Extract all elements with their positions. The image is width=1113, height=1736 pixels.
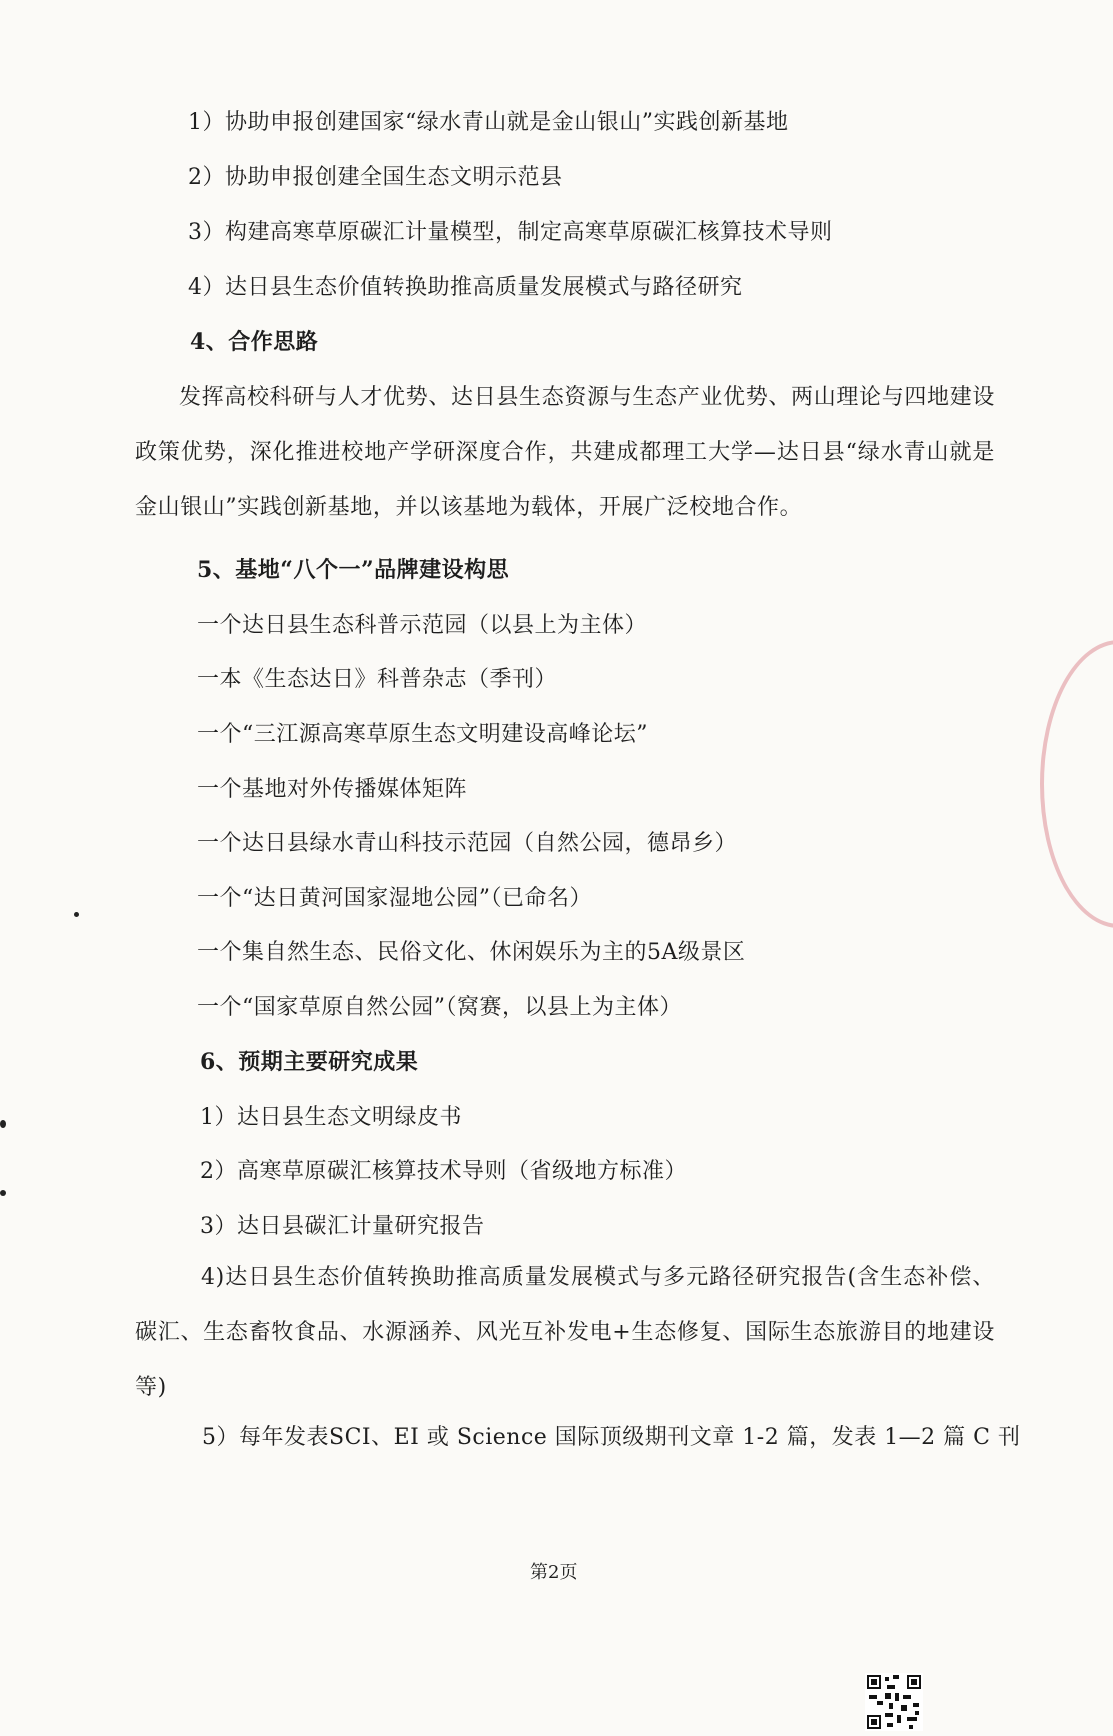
list-item: 2）高寒草原碳汇核算技术导则（省级地方标准） [200, 1159, 687, 1184]
list-item: 一个达日县绿水青山科技示范园（自然公园，德昂乡） [197, 831, 738, 856]
list-item: 一本《生态达日》科普杂志（季刊） [197, 667, 558, 692]
goal-item: 1）协助申报创建国家“绿水青山就是金山银山”实践创新基地 [188, 110, 789, 135]
scan-speck [0, 1190, 6, 1196]
section-heading: 5、基地“八个一”品牌建设构思 [197, 557, 510, 583]
list-item: 一个“达日黄河国家湿地公园”（已命名） [197, 886, 592, 911]
red-seal-stamp [1040, 640, 1113, 928]
list-item: 一个“三江源高寒草原生态文明建设高峰论坛” [197, 722, 648, 747]
section-heading: 6、预期主要研究成果 [200, 1049, 419, 1075]
list-item: 一个“国家草原自然公园”（窝赛，以县上为主体） [197, 995, 682, 1020]
list-item: 1）达日县生态文明绿皮书 [200, 1105, 462, 1130]
scan-speck [74, 912, 79, 917]
goal-item: 2）协助申报创建全国生态文明示范县 [188, 165, 563, 190]
list-item: 5）每年发表SCI、EI 或 Science 国际顶级期刊文章 1-2 篇，发表 1—2 篇 C 刊 [202, 1425, 1021, 1450]
scan-speck [0, 1120, 6, 1128]
qr-code [865, 1673, 923, 1731]
page-number: 第2页 [530, 1562, 578, 1583]
list-item: 4)达日县生态价值转换助推高质量发展模式与多元路径研究报告(含生态补偿、碳汇、生态畜牧食品、水源涵养、风光互补发电+生态修复、国际生态旅游目的地建设等) [135, 1265, 995, 1400]
list-item: 一个集自然生态、民俗文化、休闲娱乐为主的5A级景区 [197, 940, 746, 965]
section-heading: 4、合作思路 [190, 329, 319, 355]
list-item: 一个基地对外传播媒体矩阵 [197, 777, 468, 802]
list-item: 一个达日县生态科普示范园（以县上为主体） [197, 613, 648, 638]
goal-item: 4）达日县生态价值转换助推高质量发展模式与路径研究 [188, 275, 743, 300]
goal-item: 3）构建高寒草原碳汇计量模型，制定高寒草原碳汇核算技术导则 [188, 220, 833, 245]
list-item: 3）达日县碳汇计量研究报告 [200, 1214, 485, 1239]
section-paragraph: 发挥高校科研与人才优势、达日县生态资源与生态产业优势、两山理论与四地建设政策优势，深化推进校地产学研深度合作，共建成都理工大学—达日县“绿水青山就是金山银山”实践创新基地，并以该基地为载体，开展广泛校地合作。 [135, 385, 995, 520]
